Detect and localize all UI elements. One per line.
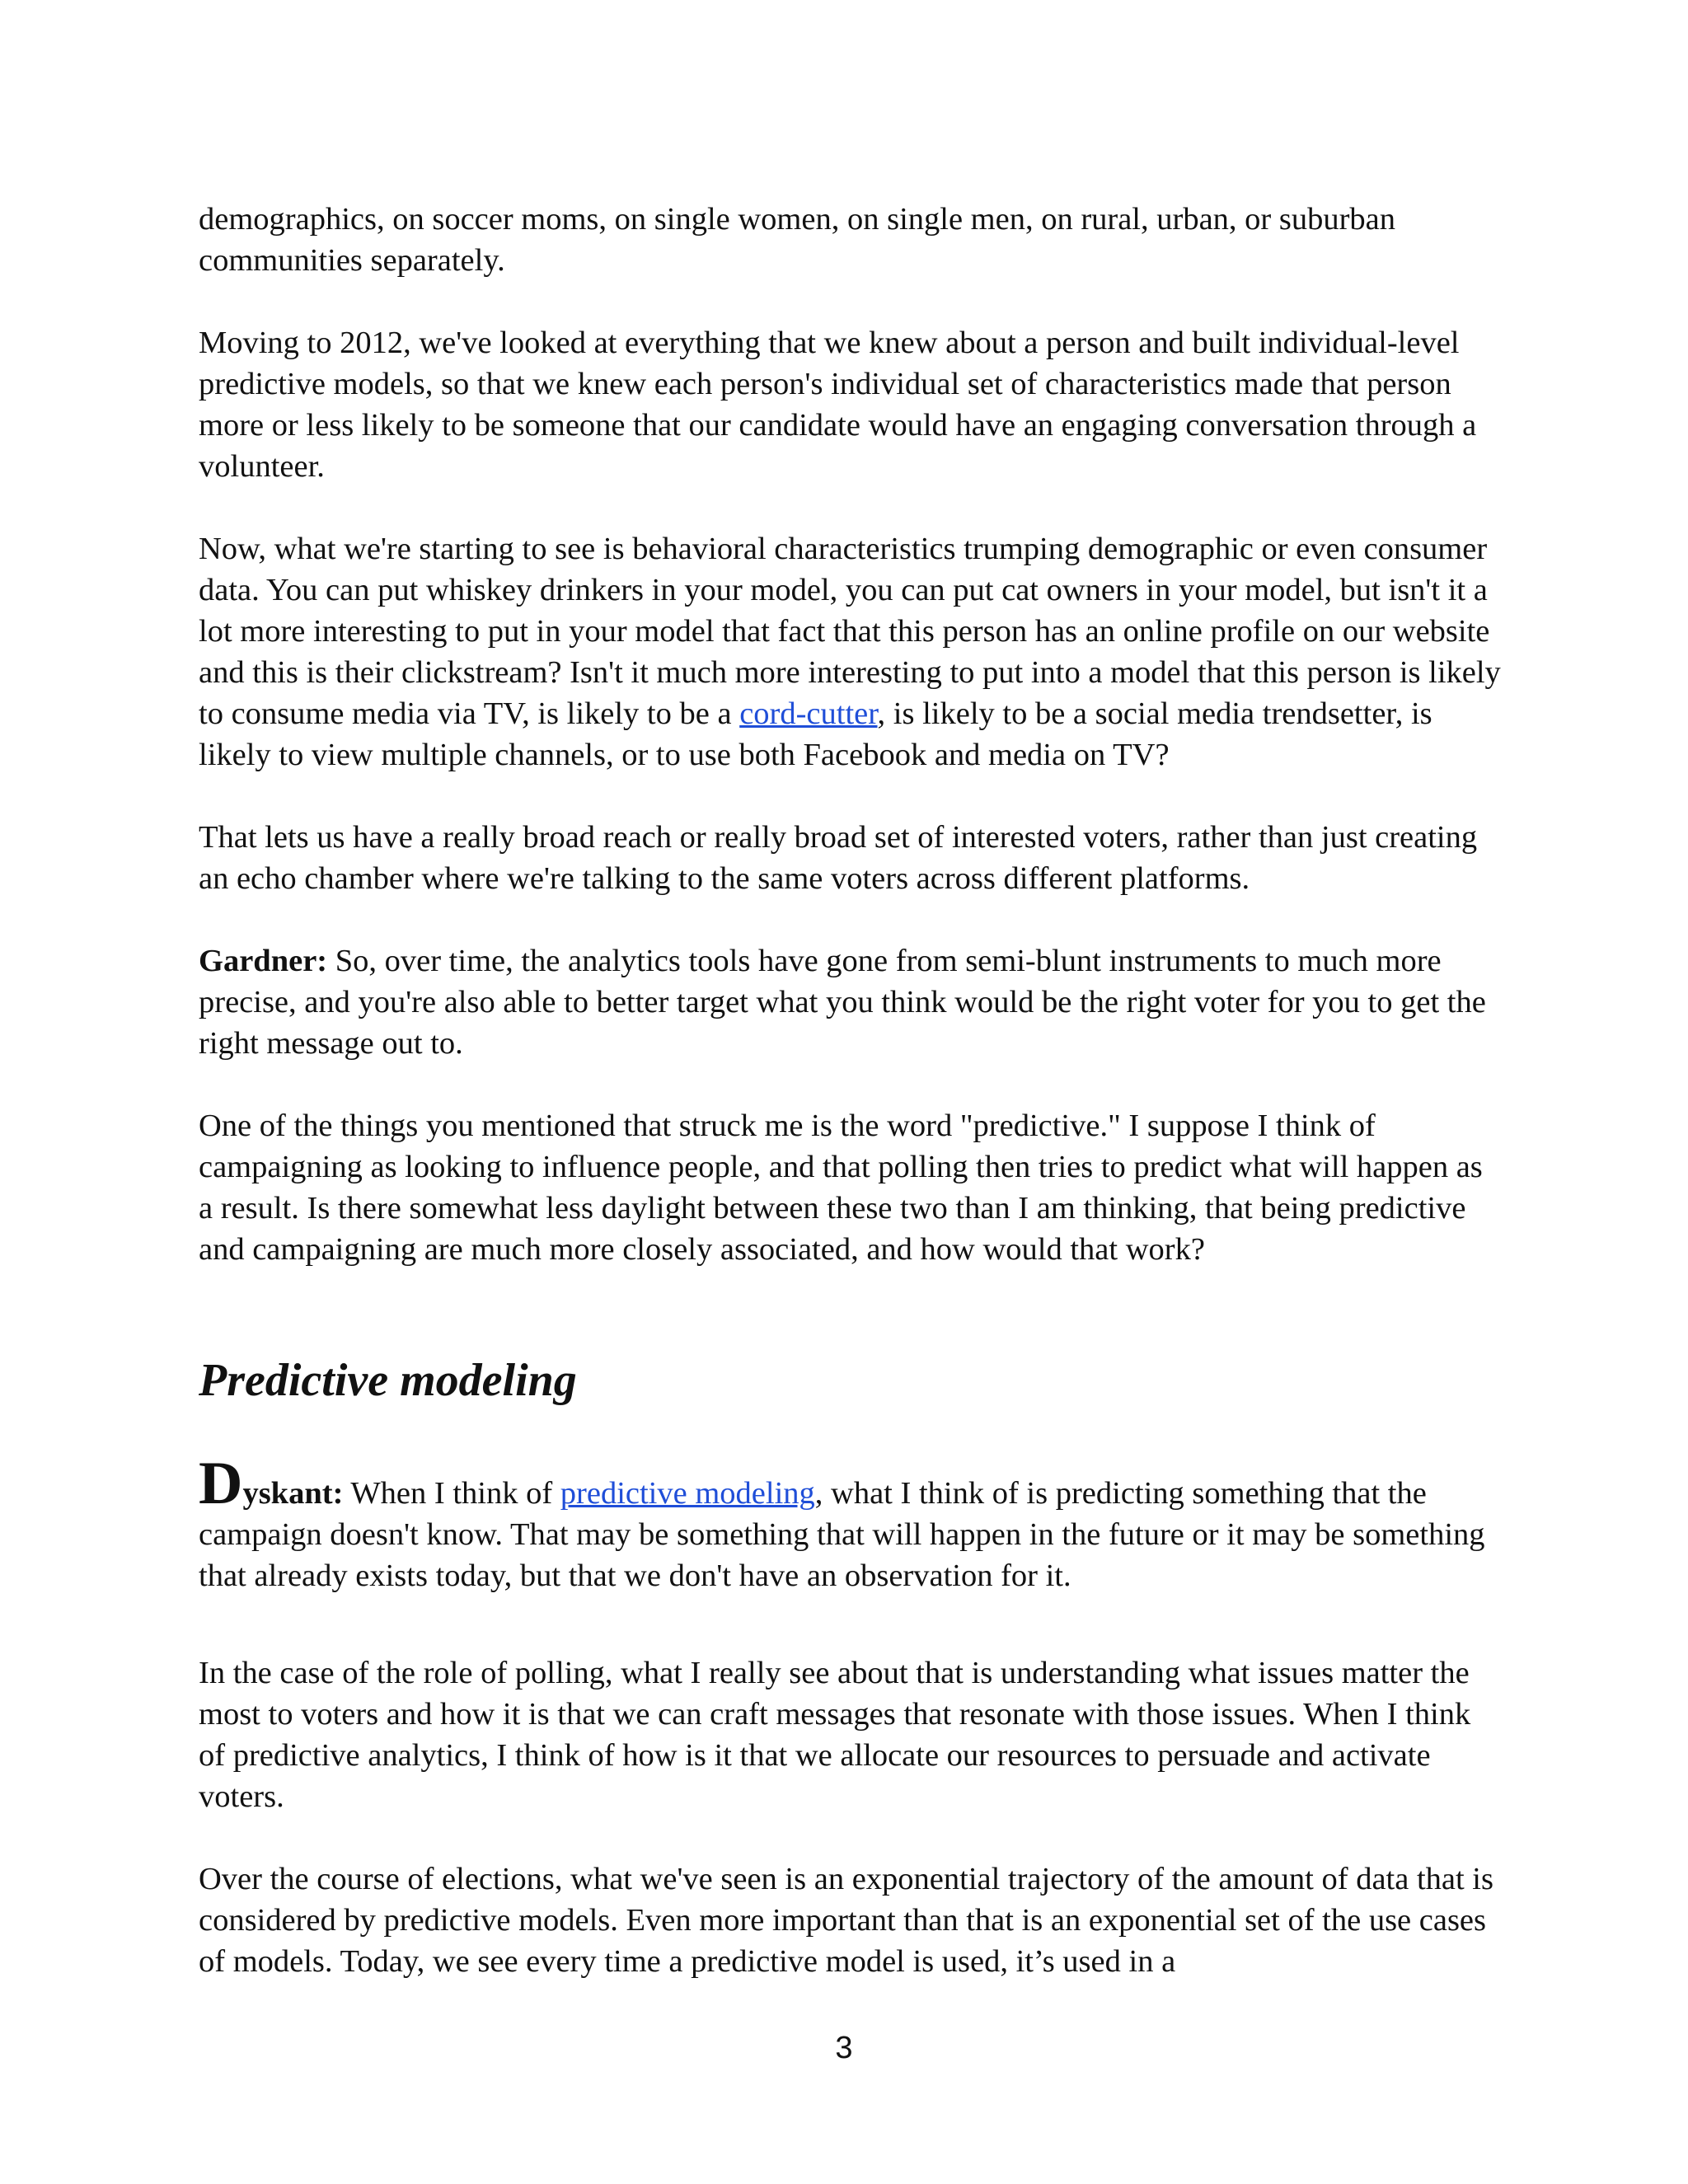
paragraph-moving-to-2012: Moving to 2012, we've looked at everything that we knew about a person and built individual-level predictive models, so that we knew each person's individual set of characteristics made that person more or less likely to be someone that our candidate would have an engaging conversation through a volunteer.: [199, 326, 1477, 484]
section-heading: Predictive modeling: [199, 1355, 577, 1406]
body-text-dyskant: [199, 1450, 1501, 1596]
paragraph-gardner: [199, 940, 1501, 1064]
predictive-modeling-link[interactable]: predictive modeling: [560, 1476, 815, 1511]
paragraph-dyskant: [199, 1450, 1501, 1596]
paragraph-demographics: demographics, on soccer moms, on single women, on single men, on rural, urban, or suburban communities separately.: [199, 202, 1396, 278]
paragraph-text: Now, what we're starting to see is behavioral characteristics trumping demographic or even consumer data. You can put whiskey drinkers in your model, you can put cat owners in your model, but isn't it a lot more interesting to put in your model that fact that this person has an online profile on our website and this is their clickstream? Isn't it much more interesting to put into a model that this person is likely to consume media via TV, is likely to be a: [199, 532, 1501, 731]
paragraph-text: , what I think of is predicting something that the campaign doesn't know. That may be something that will happen in the future or it may be something that already exists today, but that we don't have an observation for it.: [199, 1476, 1485, 1593]
speaker-name-rest: yskant:: [242, 1476, 344, 1511]
cord-cutter-link[interactable]: cord-cutter: [739, 696, 878, 731]
paragraph-behavioral-characteristics: [199, 528, 1501, 776]
paragraph-role-of-polling: In the case of the role of polling, what I really see about that is understanding what issues matter the most to voters and how it is that we can craft messages that resonate with those issues. When I think of predictive analytics, I think of how is it that we allocate our resources to persuade and activate voters.: [199, 1656, 1471, 1814]
paragraph-course-of-elections: Over the course of elections, what we've seen is an exponential trajectory of the amount of data that is considered by predictive models. Even more important than that is an exponential set of the use cases of models. Today, we see every time a predictive model is used, it’s used in a: [199, 1862, 1493, 1979]
paragraph-predictive-question: One of the things you mentioned that struck me is the word "predictive." I suppose I think of campaigning as looking to influence people, and that polling then tries to predict what will happen as a result. Is there somewhat less daylight between these two than I am thinking, that being predictive and campaigning are much more closely associated, and how would that work?: [199, 1108, 1483, 1267]
speaker-name: [199, 1450, 344, 1517]
body-text-bottom: [199, 1652, 1501, 1982]
speaker-name: Gardner:: [199, 944, 328, 978]
body-text-top: [199, 199, 1501, 1270]
paragraph-broad-reach: That lets us have a really broad reach or really broad set of interested voters, rather than just creating an echo chamber where we're talking to the same voters across different platforms.: [199, 820, 1478, 896]
paragraph-text: When I think of: [343, 1476, 560, 1511]
paragraph-text: , is likely to be a social media trendsetter, is likely to view multiple channels, or to use both Facebook and media on TV?: [199, 696, 1432, 772]
paragraph-text: So, over time, the analytics tools have gone from semi-blunt instruments to much more precise, and you're also able to better target what you think would be the right voter for you to get the right message out to.: [199, 944, 1486, 1061]
page-number: 3: [835, 2031, 853, 2065]
drop-cap: D: [199, 1450, 243, 1517]
